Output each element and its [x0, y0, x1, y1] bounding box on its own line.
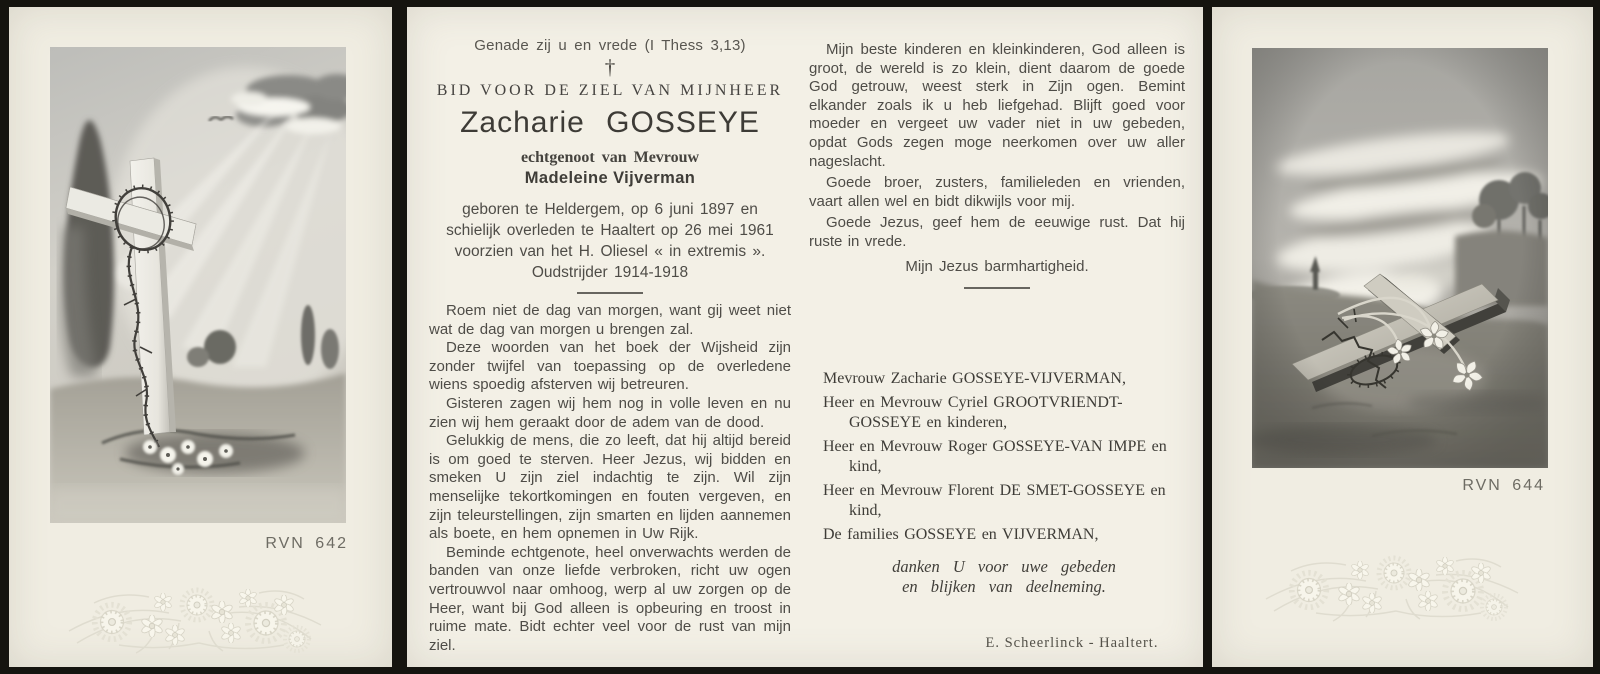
farewell-paragraph: Goede broer, zusters, familieleden en vrienden, vaart allen wel en bidt dikwijls voor mij.: [809, 174, 1185, 210]
thanks-note: [809, 557, 1185, 597]
mourner-entry: Heer en Mevrouw Florent DE SMET-GOSSEYE en kind,: [823, 482, 1166, 519]
bio-line: geboren te Heldergem, op 6 juni 1897 en: [462, 201, 758, 218]
thanks-line: danken U voor uwe gebeden: [892, 556, 1116, 576]
bio-line: schielijk overleden te Haaltert op 26 mei 1961: [446, 222, 774, 239]
invocation-line: BID VOOR DE ZIEL VAN MIJNHEER: [436, 82, 784, 99]
embossed-flower-bouquet: [59, 573, 331, 659]
thanks-line: en blijken van deelneming.: [902, 576, 1106, 596]
ejaculatory-prayer: Mijn Jezus barmhartigheid.: [905, 257, 1089, 275]
front-art-caption: RVN 642: [265, 535, 348, 552]
mourner-entry: Heer en Mevrouw Roger GOSSEYE-VAN IMPE en kind,: [823, 438, 1167, 475]
bio-line: voorzien van het H. Oliesel « in extremis ».: [454, 243, 766, 260]
back-panel: [1212, 7, 1593, 667]
divider-rule: [964, 287, 1030, 289]
inside-right-page: [809, 41, 1185, 597]
inside-left-page: [429, 37, 791, 655]
scripture-verse: Genade zij u en vrede (I Thess 3,13): [474, 37, 746, 54]
meditation-paragraph: Roem niet de dag van morgen, want gij weet niet wat de dag van morgen u brengen zal.: [429, 302, 791, 338]
biography-lines: [429, 199, 791, 283]
meditation-paragraph: Gisteren zagen wij hem nog in volle leven en nu zien wij hem geraakt door de adem van de dood.: [429, 394, 791, 431]
deceased-name: Zacharie GOSSEYE: [460, 106, 760, 139]
meditation-paragraph: Beminde echtgenote, heel onverwachts werden de banden van onze liefde verbroken, richt uw ogen vertrouwvol naar omhoog, werp al uw zorgen op de Heer, want bij God alleen is opbeuring en troost in ruime mate. Bidt echter veel voor de rust van mijn ziel.: [429, 543, 791, 654]
bio-line: Oudstrijder 1914-1918: [531, 264, 689, 281]
front-panel: [9, 7, 392, 667]
front-cover-art-cross-landscape: [50, 47, 346, 523]
mourner-entry: De families GOSSEYE en VIJVERMAN,: [823, 526, 1099, 544]
spouse-intro: echtgenoot van Mevrouw: [520, 149, 700, 166]
spouse-name: Madeleine Vijverman: [524, 169, 696, 187]
meditation-paragraph: Deze woorden van het boek der Wijsheid zijn zonder twijfel van toepassing op de overledene wiens spoedig afsterven wij betreuren.: [429, 339, 791, 394]
printer-imprint: E. Scheerlinck - Haaltert.: [985, 635, 1159, 651]
inside-pages: [407, 7, 1203, 667]
back-art-caption: RVN 644: [1462, 477, 1545, 494]
farewell-paragraph: Mijn beste kinderen en kleinkinderen, God alleen is groot, de wereld is zo klein, dient daarom de goede God getrouw, weest sterk in Zijn ogen. Bemint elkander zoals ik u heb liefgehad. Blijft goed voor moeder en vergeet uw vader niet in uw gebeden, opdat Gods zegen moge neerkomen over uw aller nageslacht.: [809, 41, 1185, 170]
back-cover-art-fallen-cross: [1252, 48, 1548, 468]
mourners-list: [823, 369, 1185, 545]
divider-rule: [577, 292, 643, 294]
embossed-flower-bouquet: [1256, 541, 1528, 627]
mourner-entry: Mevrouw Zacharie GOSSEYE-VIJVERMAN,: [823, 369, 1126, 387]
cross-icon: †: [604, 55, 616, 79]
mourner-entry: Heer en Mevrouw Cyriel GROOTVRIENDT-GOSSEYE en kinderen,: [823, 394, 1123, 431]
farewell-paragraph: Goede Jezus, geef hem de eeuwige rust. Dat hij ruste in vrede.: [809, 214, 1185, 250]
meditation-paragraph: Gelukkig de mens, die zo leeft, dat hij altijd bereid is om goed te sterven. Heer Jezus, wij bidden en smeken U zijn ziel indachtig te zijn. Wil zijn menselijke tekortkomingen en fouten vergeven, en zijn teleurstellingen, zijn smarten en lijden aannemen als boete, en hem opnemen in Uw Rijk.: [429, 432, 791, 543]
